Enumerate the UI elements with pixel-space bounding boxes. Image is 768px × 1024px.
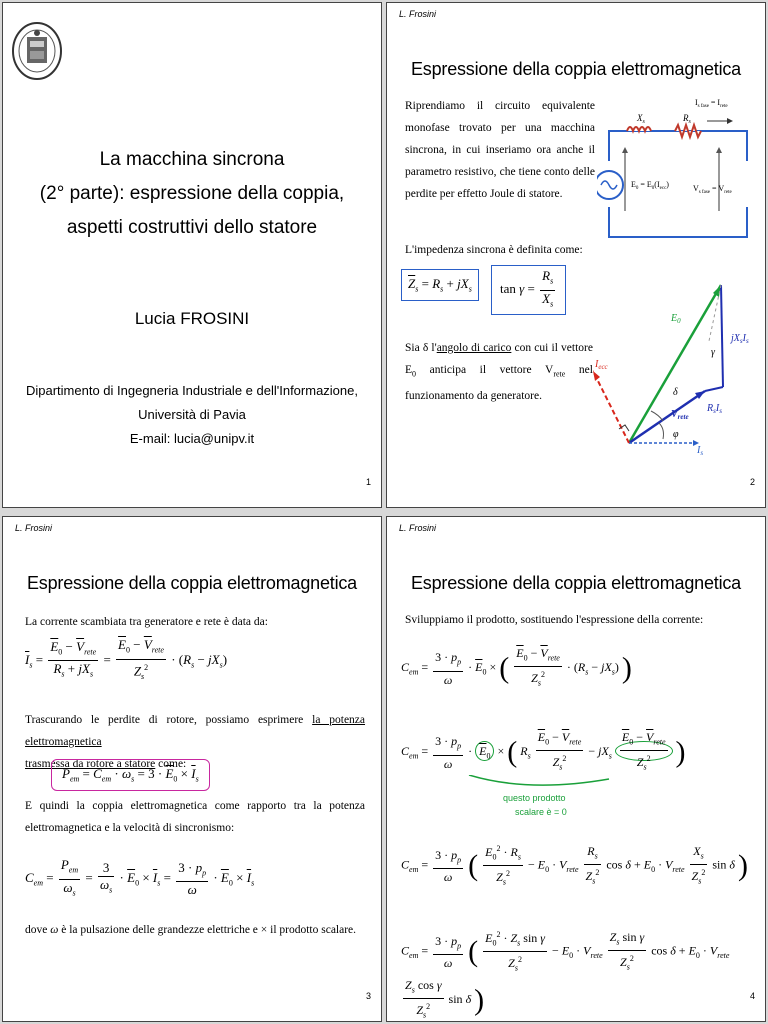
equivalent-circuit-diagram	[597, 91, 757, 243]
presentation-title-line1: La macchina sincrona	[99, 149, 285, 170]
torque-paragraph: E quindi la coppia elettromagnetica come rapporto tra la potenza elettromagnetica e la velocità di sincronismo:	[25, 800, 365, 834]
slide-number: 4	[749, 991, 755, 1001]
slide-author: L. Frosini	[15, 523, 53, 533]
svg-text:Is: $I_s$	[697, 445, 704, 457]
expansion-intro-text: Sviluppiamo il prodotto, sostituendo l'espressione della corrente:	[405, 614, 704, 626]
impedance-definition-text: L'impedenza sincrona è definita come:	[405, 244, 583, 256]
torque-expansion-step4: $C_{em}$ = $\frac{3 \cdot p_p}{\omega}$ ( $\frac{E_0^2 \cdot Z_s \sin \gamma}{Z_s^2}$ − $E_0 \cdot V_{rete}$ $\frac{Z_s \sin \gamma}{Z_s^2}$ $\cos \delta + E_0 \cdot V_{rete}$ $\frac{Z_s \cos \gamma}{Z_s^2}$ sin δ )	[401, 927, 765, 1022]
svg-text:Vrete: $V_{rete}$	[671, 409, 689, 421]
phasor-diagram	[593, 271, 763, 461]
current-intro-text: La corrente scambiata tra generatore e rete è data da:	[25, 616, 268, 628]
svg-text:Rs: $R_s$	[683, 113, 691, 125]
impedance-formula-box: $\overline{Z}_s = R_s + jX_s$	[401, 269, 479, 301]
torque-expansion-step2: $C_{em}$ = $\frac{3 \cdot p_p}{\omega}$ · $\overline{E}_0$ × ( $R_s$ $\frac{\overline{E}_0 - \overline{V}_{rete}}{Z_s^2}$ − $jX_s$ $\frac{\overline{E}_0 - \overline{V}_{rete}}{Z_s^2}$ )	[401, 730, 686, 772]
svg-text:Xs: $X_s$	[637, 113, 645, 125]
torque-expansion-step1: $C_{em}$ = $\frac{3 \cdot p_p}{\omega}$ · $\overline{E}_0$ × ( $\frac{\overline{E}_0 - \overline{V}_{rete}}{Z_s^2}$ · $(R_s - jX_s)$ )	[401, 646, 632, 688]
svg-text:Vs fase = Vrete: $V_{s fase} = V_{rete}$	[693, 184, 732, 195]
green-connector-line	[467, 775, 617, 795]
load-angle-paragraph: Sia δ l'angolo di carico con cui il vettore $E_0$ anticipa il vettore $V_{rete}$ nel funzionamento da generatore.	[405, 342, 593, 403]
slide-title: Espressione della coppia elettromagnetica	[410, 573, 741, 593]
university: Università di Pavia	[138, 407, 246, 422]
svg-text:γ: γ	[711, 347, 715, 358]
svg-text:jXsIs: $jX_sI_s$	[731, 333, 749, 345]
slide-number: 3	[365, 991, 371, 1001]
presentation-title-line2: (2° parte): espressione della coppia,	[39, 183, 345, 204]
svg-text:E0: $E_0$	[671, 313, 681, 325]
department: Dipartimento di Ingegneria Industriale e dell'Informazione,	[25, 383, 358, 398]
slide-title: Espressione della coppia elettromagnetica	[26, 573, 357, 593]
slide-number: 2	[749, 477, 755, 487]
current-formula: $\overline{I}_s$ = $\frac{\overline{E}_0 - \overline{V}_{rete}}{R_s + jX_s}$ = $\frac{\overline{E}_0 - \overline{V}_{rete}}{Z_s^2}$ · $(R_s - jX_s)$	[25, 637, 228, 681]
tan-gamma-formula-box: tan γ = $\frac{R_s}{X_s}$	[491, 265, 566, 315]
slide-3	[2, 516, 382, 1022]
slide-author: L. Frosini	[399, 9, 437, 19]
torque-expansion-step3: $C_{em}$ = $\frac{3 \cdot p_p}{\omega}$ ( $\frac{E_0^2 \cdot R_s}{Z_s^2}$ − $E_0 \cdot V_{rete}$ $\frac{R_s}{Z_s^2}$ $\cos \delta + E_0 \cdot V_{rete}$ $\frac{X_s}{Z_s^2}$ sin δ )	[401, 841, 748, 891]
scalar-product-note-line1: questo prodotto	[503, 793, 566, 803]
svg-text:Iecc: $I_{ecc}$	[595, 359, 608, 371]
svg-text:E0 = E0(Iecc): $E_0 = E_0(I_{ecc})$	[631, 180, 669, 191]
svg-text:RsIs: $R_sI_s$	[707, 403, 722, 415]
presentation-title-line3: aspetti costruttivi dello statore	[66, 217, 318, 238]
slide-1	[2, 2, 382, 508]
slide-number: 1	[365, 477, 371, 487]
svg-text:φ: φ	[673, 429, 679, 440]
omega-note: dove ω è la pulsazione delle grandezze elettriche e × il prodotto scalare.	[25, 924, 357, 936]
scalar-product-note-line2: scalare è = 0	[515, 807, 567, 817]
slide-title: Espressione della coppia elettromagnetica	[410, 59, 741, 79]
author-name: Lucia FROSINI	[134, 309, 250, 328]
email: E-mail: lucia@unipv.it	[129, 431, 255, 446]
slide-author: L. Frosini	[399, 523, 437, 533]
slide-2	[386, 2, 766, 508]
torque-formula: $C_{em}$ = $\frac{P_{em}}{\omega_s}$ = $\frac{3}{\omega_s}$ · $\overline{E}_0 \times \overline{I}_s$ = $\frac{3 \cdot p_p}{\omega}$ · $\overline{E}_0 \times \overline{I}_s$	[25, 857, 255, 898]
power-paragraph: Trascurando le perdite di rotore, possiamo esprimere la potenza elettromagnetica trasmessa da rotore a statore come:	[25, 714, 366, 770]
slide-4	[386, 516, 766, 1022]
power-formula-box: $P_{em} = C_{em} \cdot \omega_s = 3 \cdot \overline{E}_0 \times \overline{I}_s$	[51, 759, 210, 791]
university-seal-logo	[11, 21, 63, 81]
svg-text:δ: δ	[673, 387, 678, 398]
intro-paragraph: Riprendiamo il circuito equivalente monofase trovato per una macchina sincrona, in cui inseriamo ora anche il parametro resistivo, che tiene conto delle perdite per effetto Joule di statore.	[405, 100, 595, 200]
svg-text:Is fase = Irete: $I_{s fase} = I_{rete}$	[695, 98, 728, 109]
